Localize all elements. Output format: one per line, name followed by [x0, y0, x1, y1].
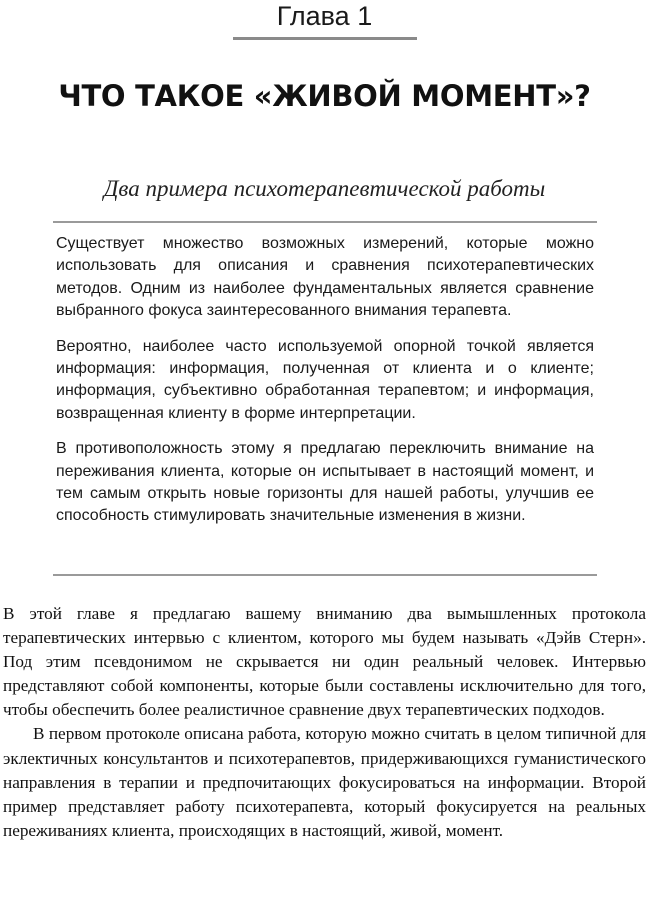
section-subtitle: Два примера психотерапевтической работы	[103, 176, 546, 201]
body-paragraph: В этой главе я предлагаю вашему вниманию два вымышленных протокола терапевтических интервью с клиентом, которого мы будем называть «Дэйв Стерн». Под этим псевдонимом не скрывается ни один реальный человек. Интервью представляют собой компоненты, которые были составлены исключительно для того, чтобы обеспечить более реалистичное сравнение двух терапевтических подходов.	[3, 604, 646, 720]
abstract-paragraph: В противоположность этому я предлагаю переключить внимание на переживания клиента, которые он испытывает в настоящий момент, и тем самым открыть новые горизонты для нашей работы, улучшив ее способность стимулировать значительные изменения в жизни.	[56, 440, 594, 525]
body-paragraph: В первом протоколе описана работа, которую можно считать в целом типичной для эклектичных консультантов и психотерапевтов, придерживающихся гуманистического направления в терапии и предпочитающих фокусироваться на информации. Второй пример представляет работу психотерапевта, который фокусируется на реальных переживаниях клиента, происходящих в настоящий, живой, момент.	[3, 724, 646, 840]
abstract-paragraph: Существует множество возможных измерений, которые можно использовать для описания и сравнения психотерапевтических методов. Одним из наиболее фундаментальных является сравнение выбранного фокуса заинтересованного внимания терапевта.	[56, 235, 594, 320]
abstract-top-rule	[53, 221, 597, 223]
body-text	[3, 602, 646, 843]
abstract-bottom-rule	[53, 574, 597, 576]
chapter-title: ЧТО ТАКОЕ «ЖИВОЙ МОМЕНТ»?	[58, 79, 591, 113]
abstract-paragraph: Вероятно, наиболее часто используемой опорной точкой является информация: информация, полученная от клиента и о клиенте; информация, субъективно обработанная терапевтом; и информация, возвращенная клиенту в форме интерпретации.	[56, 337, 594, 422]
chapter-label: Глава 1	[276, 1, 373, 31]
abstract-box	[53, 233, 597, 541]
chapter-rule	[233, 37, 417, 40]
